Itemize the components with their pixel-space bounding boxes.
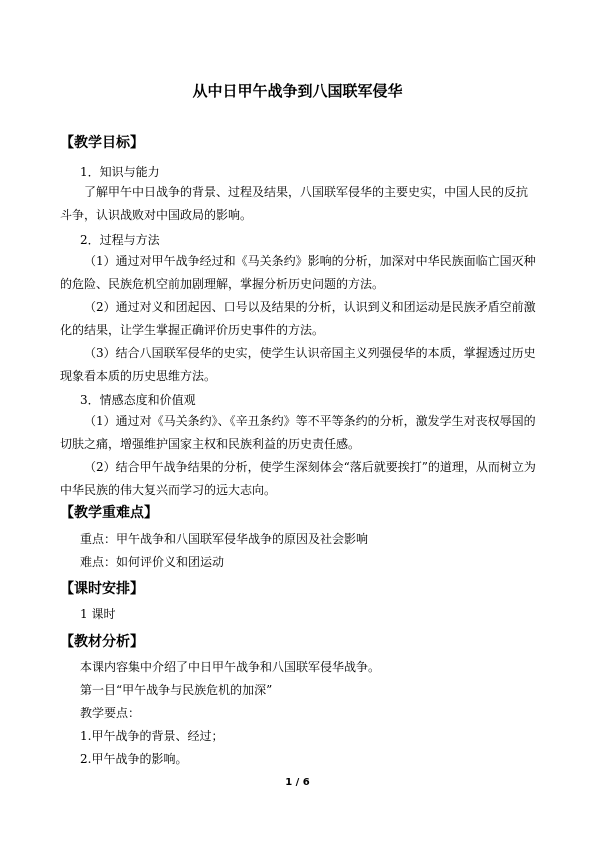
- section-heading-key-points: 【教学重难点】: [60, 505, 158, 521]
- key-focus: 重点：甲午战争和八国联军侵华战争的原因及社会影响: [80, 532, 369, 546]
- section-heading-analysis: 【教材分析】: [60, 634, 144, 650]
- analysis-points-label: 教学要点：: [80, 706, 141, 720]
- subheading-knowledge: 1．知识与能力: [80, 165, 160, 179]
- paragraph-process-1: （1）通过对甲午战争经过和《马关条约》影响的分析，加深对中华民族面临亡国灭种的危险、民族危机空前加剧理解，掌握分析历史问题的方法。: [60, 254, 536, 291]
- analysis-point-2: 2.甲午战争的影响。: [80, 752, 188, 766]
- key-difficulty: 难点：如何评价义和团运动: [80, 555, 225, 569]
- document-title: 从中日甲午战争到八国联军侵华: [192, 82, 403, 100]
- analysis-point-1: 1.甲午战争的背景、经过；: [80, 729, 224, 743]
- paragraph-process-2: （2）通过对义和团起因、口号以及结果的分析，认识到义和团运动是民族矛盾空前激化的结果，让学生掌握正确评价历史事件的方法。: [60, 300, 536, 337]
- paragraph-knowledge: 了解甲午中日战争的背景、过程及结果，八国联军侵华的主要史实，中国人民的反抗斗争，认识战败对中国政局的影响。: [60, 185, 529, 222]
- section-heading-goals: 【教学目标】: [60, 135, 144, 151]
- analysis-summary: 本课内容集中介绍了中日甲午战争和八国联军侵华战争。: [80, 660, 381, 674]
- paragraph-values-1: （1）通过对《马关条约》、《辛丑条约》等不平等条约的分析，激发学生对丧权辱国的切肤之痛，增强维护国家主权和民族利益的历史责任感。: [60, 414, 536, 451]
- subheading-values: 3．情感态度和价值观: [80, 393, 196, 407]
- paragraph-process-3: （3）结合八国联军侵华的史实，使学生认识帝国主义列强侵华的本质，掌握透过历史现象看本质的历史思维方法。: [60, 346, 536, 383]
- subheading-process: 2．过程与方法: [80, 233, 160, 247]
- section-heading-schedule: 【课时安排】: [60, 581, 144, 597]
- analysis-topic: 第一目“甲午战争与民族危机的加深”: [80, 683, 273, 697]
- schedule-hours: 1 课时: [80, 607, 116, 621]
- page-number: 1 / 6: [285, 777, 310, 788]
- paragraph-values-2: （2）结合甲午战争结果的分析，使学生深刻体会“落后就要挨打”的道理，从而树立为中华民族的伟大复兴而学习的远大志向。: [60, 460, 536, 497]
